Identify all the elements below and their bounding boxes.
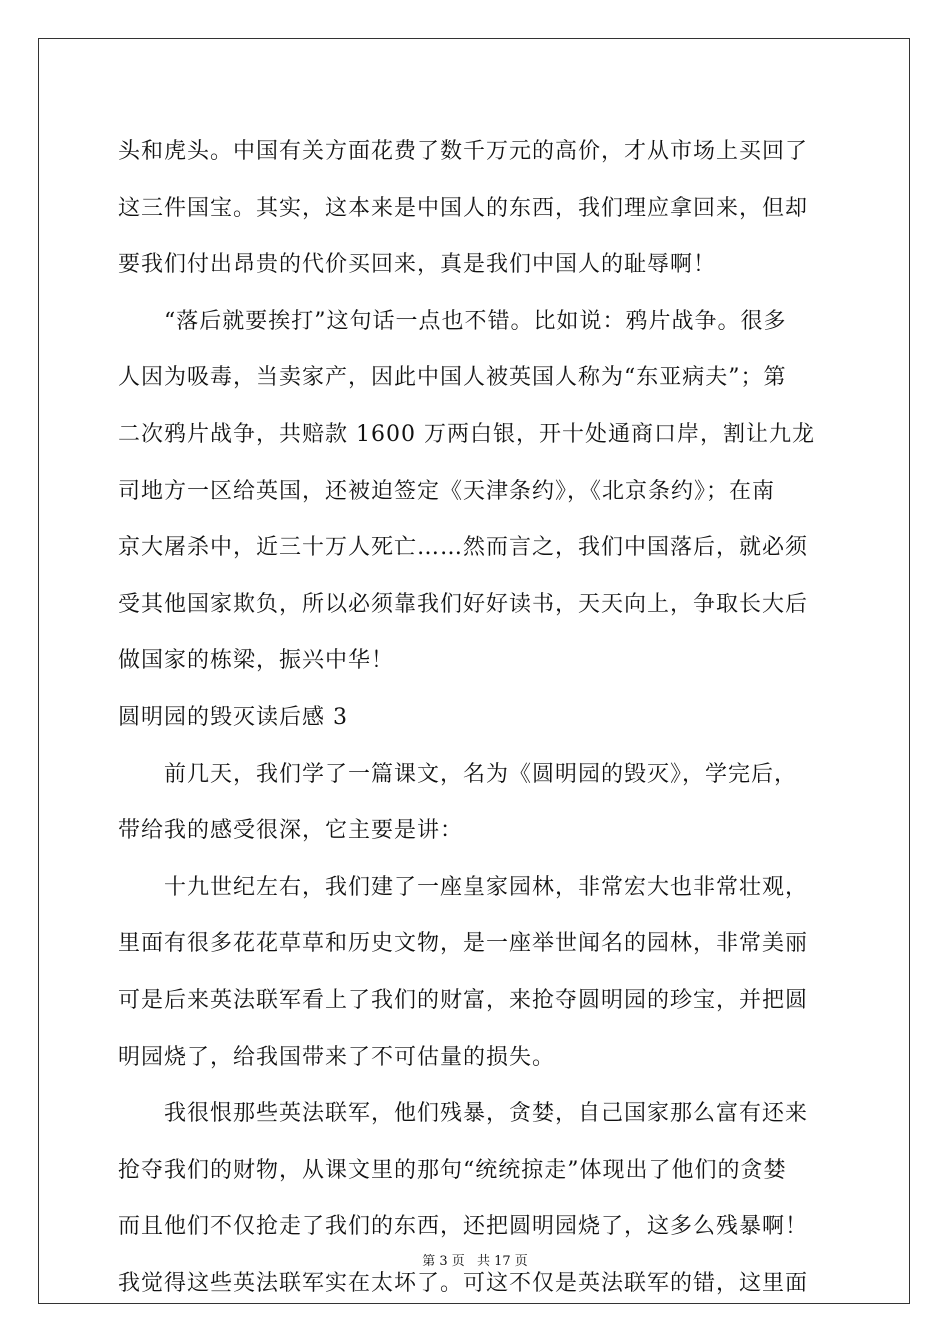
text-line: 抢夺我们的财物，从课文里的那句“统统掠走”体现出了他们的贪婪 [118, 1157, 787, 1183]
text-line: 受其他国家欺负，所以必须靠我们好好读书，天天向上，争取长大后 [118, 591, 809, 617]
text-line: 京大屠杀中，近三十万人死亡……然而言之，我们中国落后，就必须 [118, 535, 809, 561]
text-line: 我觉得这些英法联军实在太坏了。可这不仅是英法联军的错，这里面 [118, 1270, 809, 1296]
text-line: 而且他们不仅抢走了我们的东西，还把圆明园烧了，这多么残暴啊！ [118, 1214, 809, 1240]
text-line: 人因为吸毒，当卖家产，因此中国人被英国人称为“东亚病夫”；第 [118, 365, 787, 391]
section-heading: 圆明园的毁灭读后感 3 [118, 704, 348, 730]
text-line: 带给我的感受很深，它主要是讲： [118, 818, 464, 844]
text-line: 头和虎头。中国有关方面花费了数千万元的高价，才从市场上买回了 [118, 139, 809, 164]
page-footer [0, 1250, 950, 1269]
text-line: 十九世纪左右，我们建了一座皇家园林，非常宏大也非常壮观， [118, 874, 809, 900]
text-line: 要我们付出昂贵的代价买回来，真是我们中国人的耻辱啊！ [118, 252, 717, 278]
text-line: 里面有很多花花草草和历史文物，是一座举世闻名的园林，非常美丽 [118, 931, 809, 957]
document-body [118, 124, 834, 1312]
text-line: 我很恨那些英法联军，他们残暴，贪婪，自己国家那么富有还来 [118, 1101, 809, 1127]
page-number: 第 3 页 [422, 1254, 465, 1269]
text-line: 明园烧了，给我国带来了不可估量的损失。 [118, 1044, 556, 1070]
text-line: 司地方一区给英国，还被迫签定《天津条约》，《北京条约》；在南 [118, 478, 776, 504]
text-line: 这三件国宝。其实，这本来是中国人的东西，我们理应拿回来，但却 [118, 195, 809, 221]
page-total: 共 17 页 [476, 1254, 528, 1269]
text-line: 可是后来英法联军看上了我们的财富，来抢夺圆明园的珍宝，并把圆 [118, 987, 809, 1013]
text-line: 前几天，我们学了一篇课文，名为《圆明园的毁灭》，学完后， [118, 761, 798, 787]
text-line: 二次鸦片战争，共赔款 1600 万两白银，开十处通商口岸，割让九龙 [118, 421, 815, 447]
text-line: “落后就要挨打”这句话一点也不错。比如说：鸦片战争。很多 [118, 308, 787, 334]
text-line: 做国家的栋梁，振兴中华！ [118, 648, 395, 674]
